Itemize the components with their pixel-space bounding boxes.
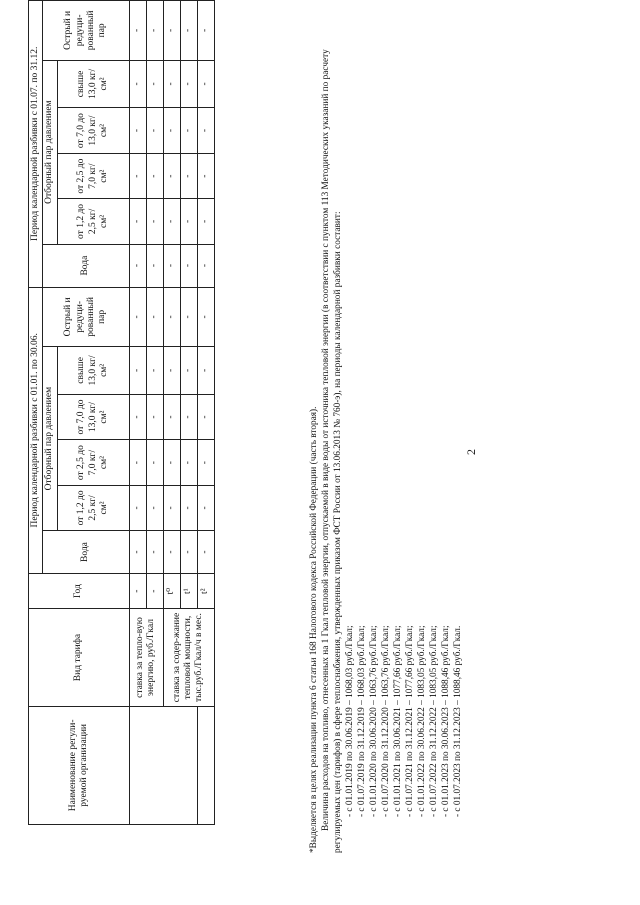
notes-section bbox=[308, 33, 464, 853]
value-cell: - bbox=[197, 154, 214, 199]
value-cell: - bbox=[163, 108, 180, 154]
value-cell: - bbox=[197, 244, 214, 287]
list-item: - с 01.07.2019 по 31.12.2019 – 1068,03 руб./Гкал; bbox=[357, 625, 367, 817]
pressure-sub-header: от 1,2 до 2,5 кг/см² bbox=[57, 199, 129, 244]
value-cell: - bbox=[163, 347, 180, 394]
value-cell: - bbox=[197, 60, 214, 107]
value-cell: - bbox=[163, 531, 180, 574]
list-item: - с 01.01.2019 по 30.06.2019 – 1068,03 руб./Гкал; bbox=[345, 625, 355, 817]
year-cell: - bbox=[146, 574, 163, 609]
value-cell: - bbox=[180, 394, 197, 440]
value-cell: - bbox=[146, 440, 163, 485]
value-cell: - bbox=[197, 485, 214, 530]
value-cell: - bbox=[146, 531, 163, 574]
year-cell: t⁰ bbox=[163, 574, 180, 609]
footnote: *Выделяется в целях реализации пункта 6 статьи 168 Налогового кодекса Российской Федерации (часть вторая). bbox=[309, 406, 319, 853]
value-cell: - bbox=[129, 287, 146, 347]
water-header: Вода bbox=[43, 244, 129, 287]
page-number: 2 bbox=[464, 449, 478, 455]
steam-header: Отборный пар давлением bbox=[43, 60, 57, 244]
org-cell bbox=[129, 706, 197, 824]
value-cell: - bbox=[180, 531, 197, 574]
tariff-type-cell: ставка за содер-жание тепловой мощности, тыс.руб./Гкал/ч в мес. bbox=[163, 609, 214, 706]
value-cell: - bbox=[146, 347, 163, 394]
list-item: - с 01.01.2022 по 30.06.2022 – 1083,05 руб./Гкал; bbox=[417, 625, 427, 817]
value-cell: - bbox=[163, 440, 180, 485]
value-cell: - bbox=[163, 244, 180, 287]
pressure-sub-header: свыше 13,0 кг/см² bbox=[57, 347, 129, 394]
value-cell: - bbox=[180, 199, 197, 244]
col-tariff-header: Вид тарифа bbox=[29, 609, 130, 706]
value-cell: - bbox=[163, 60, 180, 107]
value-cell: - bbox=[146, 154, 163, 199]
value-cell: - bbox=[180, 60, 197, 107]
list-item: - с 01.07.2020 по 31.12.2020 – 1063,76 руб./Гкал; bbox=[381, 625, 391, 817]
value-cell: - bbox=[129, 1, 146, 61]
org-cell bbox=[197, 706, 214, 824]
value-cell: - bbox=[197, 1, 214, 61]
value-cell: - bbox=[163, 394, 180, 440]
value-cell: - bbox=[180, 108, 197, 154]
value-cell: - bbox=[129, 531, 146, 574]
value-cell: - bbox=[197, 531, 214, 574]
value-cell: - bbox=[180, 440, 197, 485]
value-cell: - bbox=[163, 154, 180, 199]
period1-header: Период календарной разбивки с 01.01. по 30.06. bbox=[29, 287, 43, 573]
list-item: - с 01.01.2023 по 30.06.2023 – 1088,46 руб./Гкал; bbox=[441, 625, 451, 817]
value-cell: - bbox=[197, 199, 214, 244]
header-row-1 bbox=[29, 1, 43, 825]
value-cell: - bbox=[180, 1, 197, 61]
period-list bbox=[344, 33, 464, 817]
col-org-header: Наименование регули-руемой организации bbox=[29, 706, 130, 824]
year-cell: t¹ bbox=[180, 574, 197, 609]
value-cell: - bbox=[163, 1, 180, 61]
water-header: Вода bbox=[43, 531, 129, 574]
list-item: - с 01.07.2022 по 31.12.2022 – 1083,05 руб./Гкал; bbox=[429, 625, 439, 817]
value-cell: - bbox=[129, 154, 146, 199]
value-cell: - bbox=[129, 347, 146, 394]
value-cell: - bbox=[163, 485, 180, 530]
value-cell: - bbox=[197, 347, 214, 394]
value-cell: - bbox=[146, 1, 163, 61]
tariff-type-cell: ставка за тепло-вую энергию, руб./Гкал bbox=[129, 609, 163, 706]
year-cell: t² bbox=[197, 574, 214, 609]
value-cell: - bbox=[180, 347, 197, 394]
value-cell: - bbox=[146, 485, 163, 530]
pressure-sub-header: от 7,0 до 13,0 кг/см² bbox=[57, 394, 129, 440]
value-cell: - bbox=[146, 244, 163, 287]
sharp-steam-header: Острый и редуци-рованный пар bbox=[43, 287, 129, 347]
pressure-sub-header: свыше 13,0 кг/см² bbox=[57, 60, 129, 107]
value-cell: - bbox=[129, 440, 146, 485]
value-cell: - bbox=[163, 287, 180, 347]
fuel-cost-paragraph: Величина расходов на топливо, отнесенных на 1 Гкал тепловой энергии, отпускаемой в виде воды от источника тепловой энергии (в соответствии с пунктом 113 Методических указаний по расчету регулируемых цен (тарифов) в сфере теплоснабжения, утвержденных приказом ФСТ России от 13.06.2013 № 760-э), на периоды календарной разбивки составит: bbox=[321, 49, 343, 853]
pressure-sub-header: от 1,2 до 2,5 кг/см² bbox=[57, 485, 129, 530]
list-item: - с 01.07.2021 по 31.12.2021 – 1077,66 руб./Гкал; bbox=[405, 625, 415, 817]
value-cell: - bbox=[129, 485, 146, 530]
value-cell: - bbox=[146, 199, 163, 244]
value-cell: - bbox=[180, 485, 197, 530]
tariff-table bbox=[28, 0, 215, 825]
value-cell: - bbox=[129, 244, 146, 287]
value-cell: - bbox=[146, 287, 163, 347]
value-cell: - bbox=[180, 244, 197, 287]
value-cell: - bbox=[197, 287, 214, 347]
period2-header: Период календарной разбивки с 01.07. по 31.12. bbox=[29, 1, 43, 288]
list-item: - с 01.07.2023 по 31.12.2023 – 1088,46 руб./Гкал. bbox=[453, 625, 463, 817]
value-cell: - bbox=[197, 394, 214, 440]
pressure-sub-header: от 2,5 до 7,0 кг/см² bbox=[57, 440, 129, 485]
value-cell: - bbox=[197, 440, 214, 485]
list-item: - с 01.01.2020 по 30.06.2020 – 1063,76 руб./Гкал; bbox=[369, 625, 379, 817]
value-cell: - bbox=[180, 154, 197, 199]
value-cell: - bbox=[129, 60, 146, 107]
table-row bbox=[163, 1, 180, 825]
value-cell: - bbox=[197, 108, 214, 154]
value-cell: - bbox=[146, 108, 163, 154]
value-cell: - bbox=[146, 394, 163, 440]
value-cell: - bbox=[129, 108, 146, 154]
value-cell: - bbox=[163, 199, 180, 244]
value-cell: - bbox=[146, 60, 163, 107]
year-cell: - bbox=[129, 574, 146, 609]
table-row bbox=[129, 1, 146, 825]
pressure-sub-header: от 7,0 до 13,0 кг/см² bbox=[57, 108, 129, 154]
col-year-header: Год bbox=[29, 574, 130, 609]
value-cell: - bbox=[129, 394, 146, 440]
sharp-steam-header: Острый и редуци-рованный пар bbox=[43, 1, 129, 61]
steam-header: Отборный пар давлением bbox=[43, 347, 57, 531]
value-cell: - bbox=[129, 199, 146, 244]
value-cell: - bbox=[180, 287, 197, 347]
list-item: - с 01.01.2021 по 30.06.2021 – 1077,66 руб./Гкал; bbox=[393, 625, 403, 817]
pressure-sub-header: от 2,5 до 7,0 кг/см² bbox=[57, 154, 129, 199]
